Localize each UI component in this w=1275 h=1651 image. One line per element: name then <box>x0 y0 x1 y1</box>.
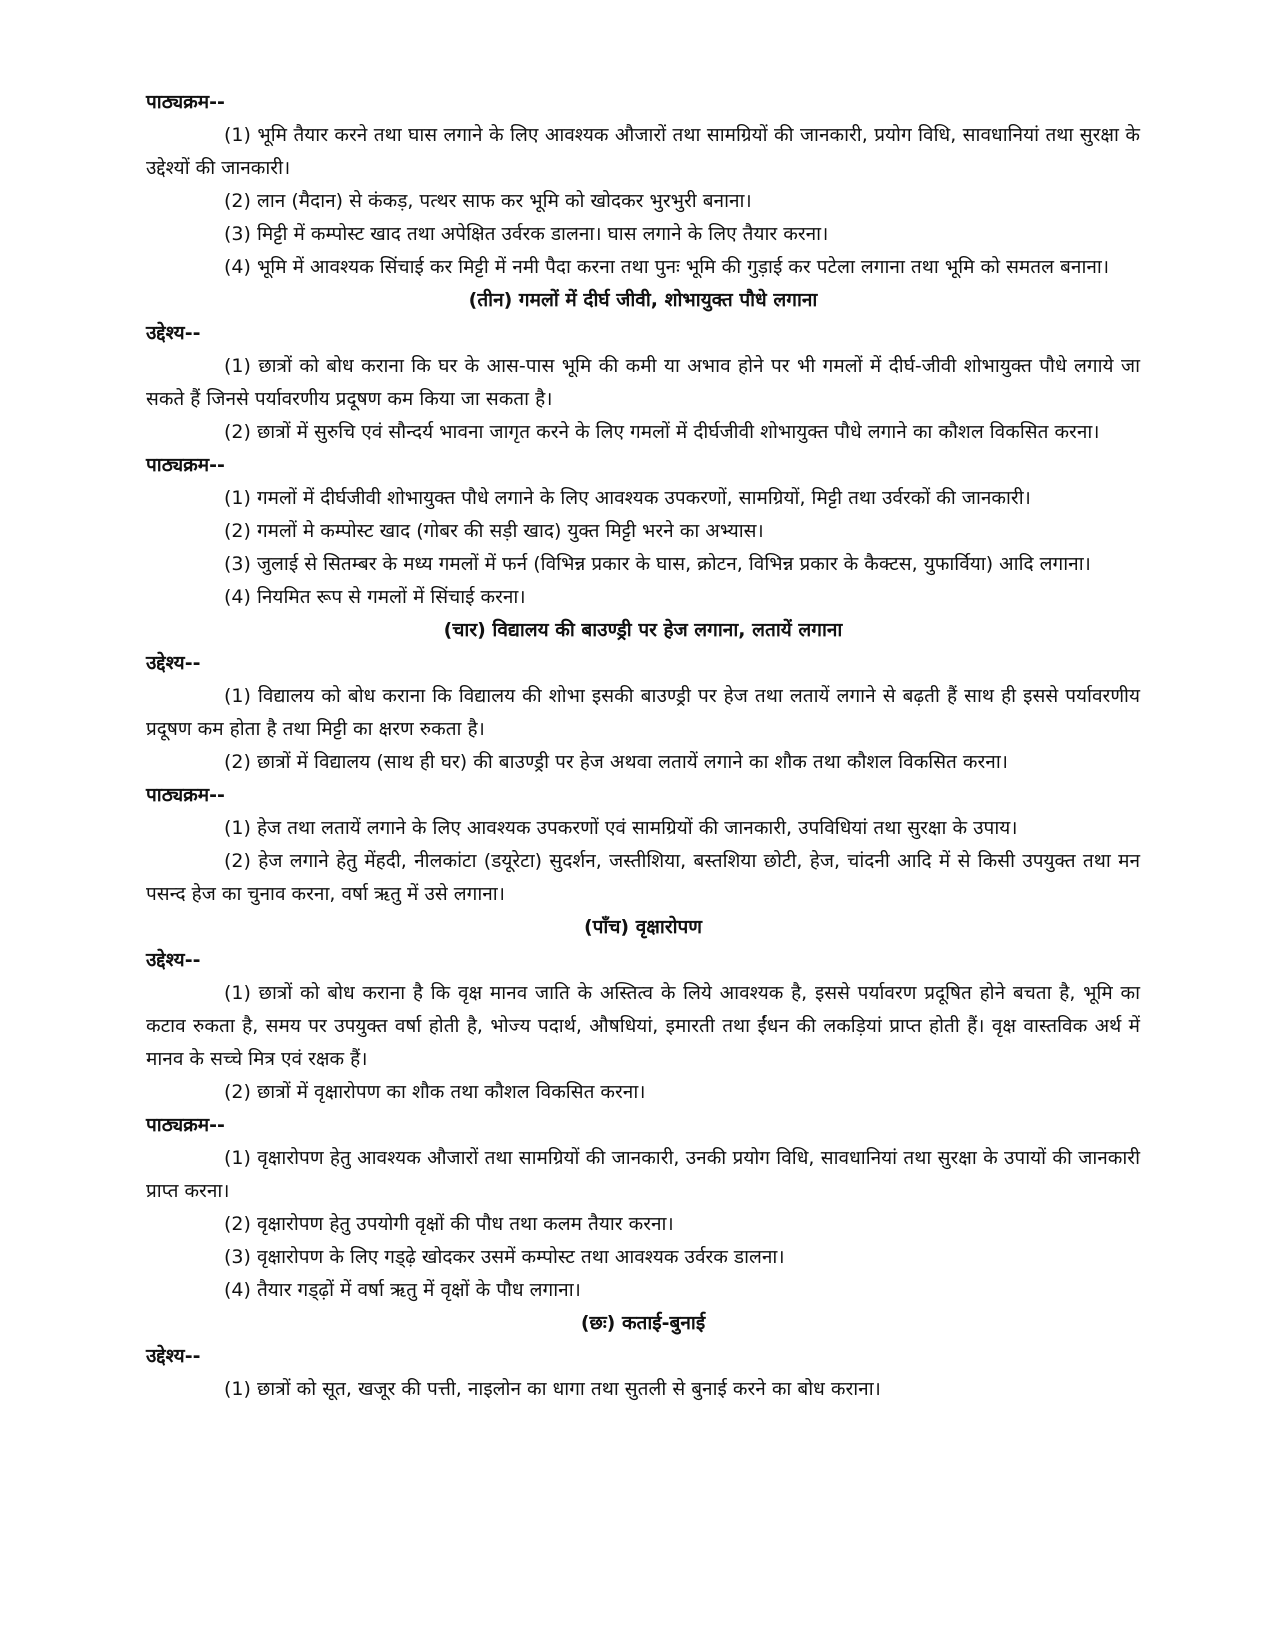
paragraph: (1) गमलों में दीर्घजीवी शोभायुक्त पौधे लगाने के लिए आवश्यक उपकरणों, सामग्रियों, मिट्टी तथा उर्वरकों की जानकारी। <box>224 487 1031 509</box>
paragraph: (2) छात्रों में वृक्षारोपण का शौक तथा कौशल विकसित करना। <box>224 1081 646 1103</box>
paragraph: (1) छात्रों को सूत, खजूर की पत्ती, नाइलोन का धागा तथा सुतली से बुनाई करने का बोध कराना। <box>224 1378 881 1400</box>
objective-label: उद्देश्य-- <box>146 949 201 971</box>
paragraph: (1) विद्यालय को बोध कराना कि विद्यालय की शोभा इसकी बाउण्ड्री पर हेज तथा लतायें लगाने से बढ़ती हैं साथ ही इससे पर्यावरणीय प्रदूषण कम होता है तथा मिट्टी का क्षरण रुकता है। <box>146 685 1140 740</box>
paragraph: (2) लान (मैदान) से कंकड़, पत्थर साफ कर भूमि को खोदकर भुरभुरी बनाना। <box>224 190 752 212</box>
objective-label: उद्देश्य-- <box>146 652 201 674</box>
paragraph: (2) छात्रों में विद्यालय (साथ ही घर) की बाउण्ड्री पर हेज अथवा लतायें लगाने का शौक तथा कौशल विकसित करना। <box>224 751 1008 773</box>
section-title: (चार) विद्यालय की बाउण्ड्री पर हेज लगाना, लतायें लगाना <box>443 619 843 641</box>
paragraph: (2) छात्रों में सुरुचि एवं सौन्दर्य भावना जागृत करने के लिए गमलों में दीर्घजीवी शोभायुक्त पौधे लगाने का कौशल विकसित करना। <box>224 421 1100 443</box>
paragraph: (2) हेज लगाने हेतु मेंहदी, नीलकांटा (डयूरेटा) सुदर्शन, जस्तीशिया, बस्तशिया छोटी, हेज, चांदनी आदि में से किसी उपयुक्त तथा मन पसन्द हेज का चुनाव करना, वर्षा ऋतु में उसे लगाना। <box>146 850 1140 905</box>
paragraph: (3) वृक्षारोपण के लिए गड्ढ़े खोदकर उसमें कम्पोस्ट तथा आवश्यक उर्वरक डालना। <box>224 1246 785 1268</box>
section-title: (तीन) गमलों में दीर्घ जीवी, शोभायुक्त पौधे लगाना <box>468 289 818 311</box>
syllabus-label: पाठ्यक्रम-- <box>146 1114 225 1136</box>
paragraph: (1) वृक्षारोपण हेतु आवश्यक औजारों तथा सामग्रियों की जानकारी, उनकी प्रयोग विधि, सावधानियां तथा सुरक्षा के उपायों की जानकारी प्राप्त करना। <box>146 1147 1140 1202</box>
objective-label: उद्देश्य-- <box>146 322 201 344</box>
paragraph: (3) मिट्टी में कम्पोस्ट खाद तथा अपेक्षित उर्वरक डालना। घास लगाने के लिए तैयार करना। <box>224 223 829 245</box>
paragraph: (2) गमलों मे कम्पोस्ट खाद (गोबर की सड़ी खाद) युक्त मिट्टी भरने का अभ्यास। <box>224 520 764 542</box>
paragraph: (4) नियमित रूप से गमलों में सिंचाई करना। <box>224 586 526 608</box>
section-title: (पाँच) वृक्षारोपण <box>583 916 703 938</box>
syllabus-label: पाठ्यक्रम-- <box>146 784 225 806</box>
paragraph: (1) हेज तथा लतायें लगाने के लिए आवश्यक उपकरणों एवं सामग्रियों की जानकारी, उपविधियां तथा सुरक्षा के उपाय। <box>224 817 1018 839</box>
paragraph: (4) भूमि में आवश्यक सिंचाई कर मिट्टी में नमी पैदा करना तथा पुनः भूमि की गुड़ाई कर पटेला लगाना तथा भूमि को समतल बनाना। <box>224 256 1110 278</box>
paragraph: (2) वृक्षारोपण हेतु उपयोगी वृक्षों की पौध तथा कलम तैयार करना। <box>224 1213 674 1235</box>
section-title: (छः) कताई-बुनाई <box>580 1312 706 1334</box>
paragraph: (1) छात्रों को बोध कराना है कि वृक्ष मानव जाति के अस्तित्व के लिये आवश्यक है, इससे पर्यावरण प्रदूषित होने बचता है, भूमि का कटाव रुकता है, समय पर उपयुक्त वर्षा होती है, भोज्य पदार्थ, औषधियां, इमारती तथा ईंधन की लकड़ियां प्राप्त होती हैं। वृक्ष वास्तविक अर्थ में मानव के सच्चे मित्र एवं रक्षक हैं। <box>146 982 1140 1070</box>
paragraph: (1) भूमि तैयार करने तथा घास लगाने के लिए आवश्यक औजारों तथा सामग्रियों की जानकारी, प्रयोग विधि, सावधानियां तथा सुरक्षा के उद्देश्यों की जानकारी। <box>146 124 1140 179</box>
paragraph: (4) तैयार गड्ढ़ों में वर्षा ऋतु में वृक्षों के पौध लगाना। <box>224 1279 581 1301</box>
objective-label: उद्देश्य-- <box>146 1345 201 1367</box>
syllabus-label: पाठ्यक्रम-- <box>146 91 225 113</box>
paragraph: (1) छात्रों को बोध कराना कि घर के आस-पास भूमि की कमी या अभाव होने पर भी गमलों में दीर्घ-जीवी शोभायुक्त पौधे लगाये जा सकते हैं जिनसे पर्यावरणीय प्रदूषण कम किया जा सकता है। <box>146 355 1140 410</box>
paragraph: (3) जुलाई से सितम्बर के मध्य गमलों में फर्न (विभिन्न प्रकार के घास, क्रोटन, विभिन्न प्रकार के कैक्टस, युफार्विया) आदि लगाना। <box>224 553 1091 575</box>
syllabus-label: पाठ्यक्रम-- <box>146 454 225 476</box>
